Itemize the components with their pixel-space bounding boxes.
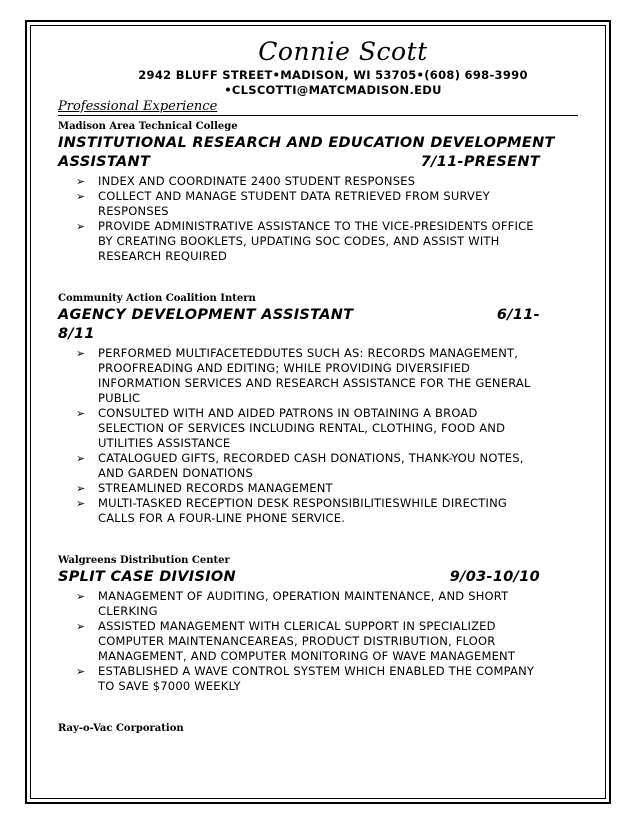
- arrow-bullet-icon: ➢: [76, 175, 86, 188]
- job-dates: 9/03-10/10: [449, 569, 540, 585]
- resume-name: Connie Scott: [258, 37, 428, 66]
- duty-item: ➢ INDEX AND COORDINATE 2400 STUDENT RESPONSES: [76, 174, 416, 188]
- duty-item: ➢ COLLECT AND MANAGE STUDENT DATA RETRIEVED FROM SURVEY RESPONSES: [76, 189, 490, 218]
- employer-name: Madison Area Technical College: [58, 121, 238, 132]
- duty-item: ➢ CONSULTED WITH AND AIDED PATRONS IN OBTAINING A BROAD SELECTION OF SERVICES INCLUDING RENTAL, CLOTHING, FOOD AND UTILITIES ASSISTANCE: [76, 406, 506, 450]
- duty-list: [58, 346, 588, 526]
- arrow-bullet-icon: ➢: [76, 452, 86, 465]
- resume-content: [58, 36, 588, 736]
- job-title-row: [58, 306, 540, 325]
- duty-item: ➢ ASSISTED MANAGEMENT WITH CLERICAL SUPPORT IN SPECIALIZED COMPUTER MAINTENANCEAREAS, PRODUCT DISTRIBUTION, FLOOR MANAGEMENT, AND COMPUTER MONITORING OF WAVE MANAGEMENT: [76, 619, 516, 663]
- job-title-row: [58, 568, 540, 587]
- arrow-bullet-icon: ➢: [76, 482, 86, 495]
- arrow-bullet-icon: ➢: [76, 497, 86, 510]
- arrow-bullet-icon: ➢: [76, 347, 86, 360]
- arrow-bullet-icon: ➢: [76, 665, 86, 678]
- job-title-row: [58, 153, 540, 172]
- duty-item: ➢ MANAGEMENT OF AUDITING, OPERATION MAINTENANCE, AND SHORT CLERKING: [76, 589, 509, 618]
- job-title: SPLIT CASE DIVISION: [58, 569, 236, 585]
- arrow-bullet-icon: ➢: [76, 620, 86, 633]
- job-dates-continued: 8/11: [58, 326, 95, 342]
- employer-name: Walgreens Distribution Center: [58, 555, 230, 566]
- arrow-bullet-icon: ➢: [76, 407, 86, 420]
- section-title: Professional Experience: [58, 99, 578, 116]
- duty-list: [58, 589, 588, 694]
- duty-list: [58, 174, 588, 264]
- contact-address: 2942 BLUFF STREET•MADISON, WI 53705•(608) 698-3990: [138, 68, 528, 82]
- duty-item: ➢ CATALOGUED GIFTS, RECORDED CASH DONATIONS, THANK-YOU NOTES, AND GARDEN DONATIONS: [76, 451, 524, 480]
- job-title: AGENCY DEVELOPMENT ASSISTANT: [58, 307, 354, 323]
- employer-name: Ray-o-Vac Corporation: [58, 723, 184, 734]
- job-dates: 7/11-PRESENT: [420, 154, 540, 170]
- arrow-bullet-icon: ➢: [76, 220, 86, 233]
- arrow-bullet-icon: ➢: [76, 190, 86, 203]
- job-title: INSTITUTIONAL RESEARCH AND EDUCATION DEVELOPMENT: [58, 135, 555, 151]
- contact-email: •CLSCOTTI@MATCMADISON.EDU: [224, 83, 442, 97]
- duty-item: ➢ PROVIDE ADMINISTRATIVE ASSISTANCE TO THE VICE-PRESIDENTS OFFICE BY CREATING BOOKLETS, UPDATING SOC CODES, AND ASSIST WITH RESEARCH REQUIRED: [76, 219, 534, 263]
- duty-item: ➢ PERFORMED MULTIFACETEDDUTES SUCH AS: RECORDS MANAGEMENT, PROOFREADING AND EDITING; WHILE PROVIDING DIVERSIFIED INFORMATION SERVICES AND RESEARCH ASSISTANCE FOR THE GENERAL PUBLIC: [76, 346, 531, 405]
- duty-item: ➢ MULTI-TASKED RECEPTION DESK RESPONSIBILITIESWHILE DIRECTING CALLS FOR A FOUR-LINE PHONE SERVICE.: [76, 496, 508, 525]
- job-dates: 6/11-: [496, 307, 540, 323]
- job-title-continued: ASSISTANT: [58, 154, 151, 170]
- duty-item: ➢ STREAMLINED RECORDS MANAGEMENT: [76, 481, 333, 495]
- arrow-bullet-icon: ➢: [76, 590, 86, 603]
- duty-item: ➢ ESTABLISHED A WAVE CONTROL SYSTEM WHICH ENABLED THE COMPANY TO SAVE $7000 WEEKLY: [76, 664, 535, 693]
- employer-name: Community Action Coalition Intern: [58, 293, 256, 304]
